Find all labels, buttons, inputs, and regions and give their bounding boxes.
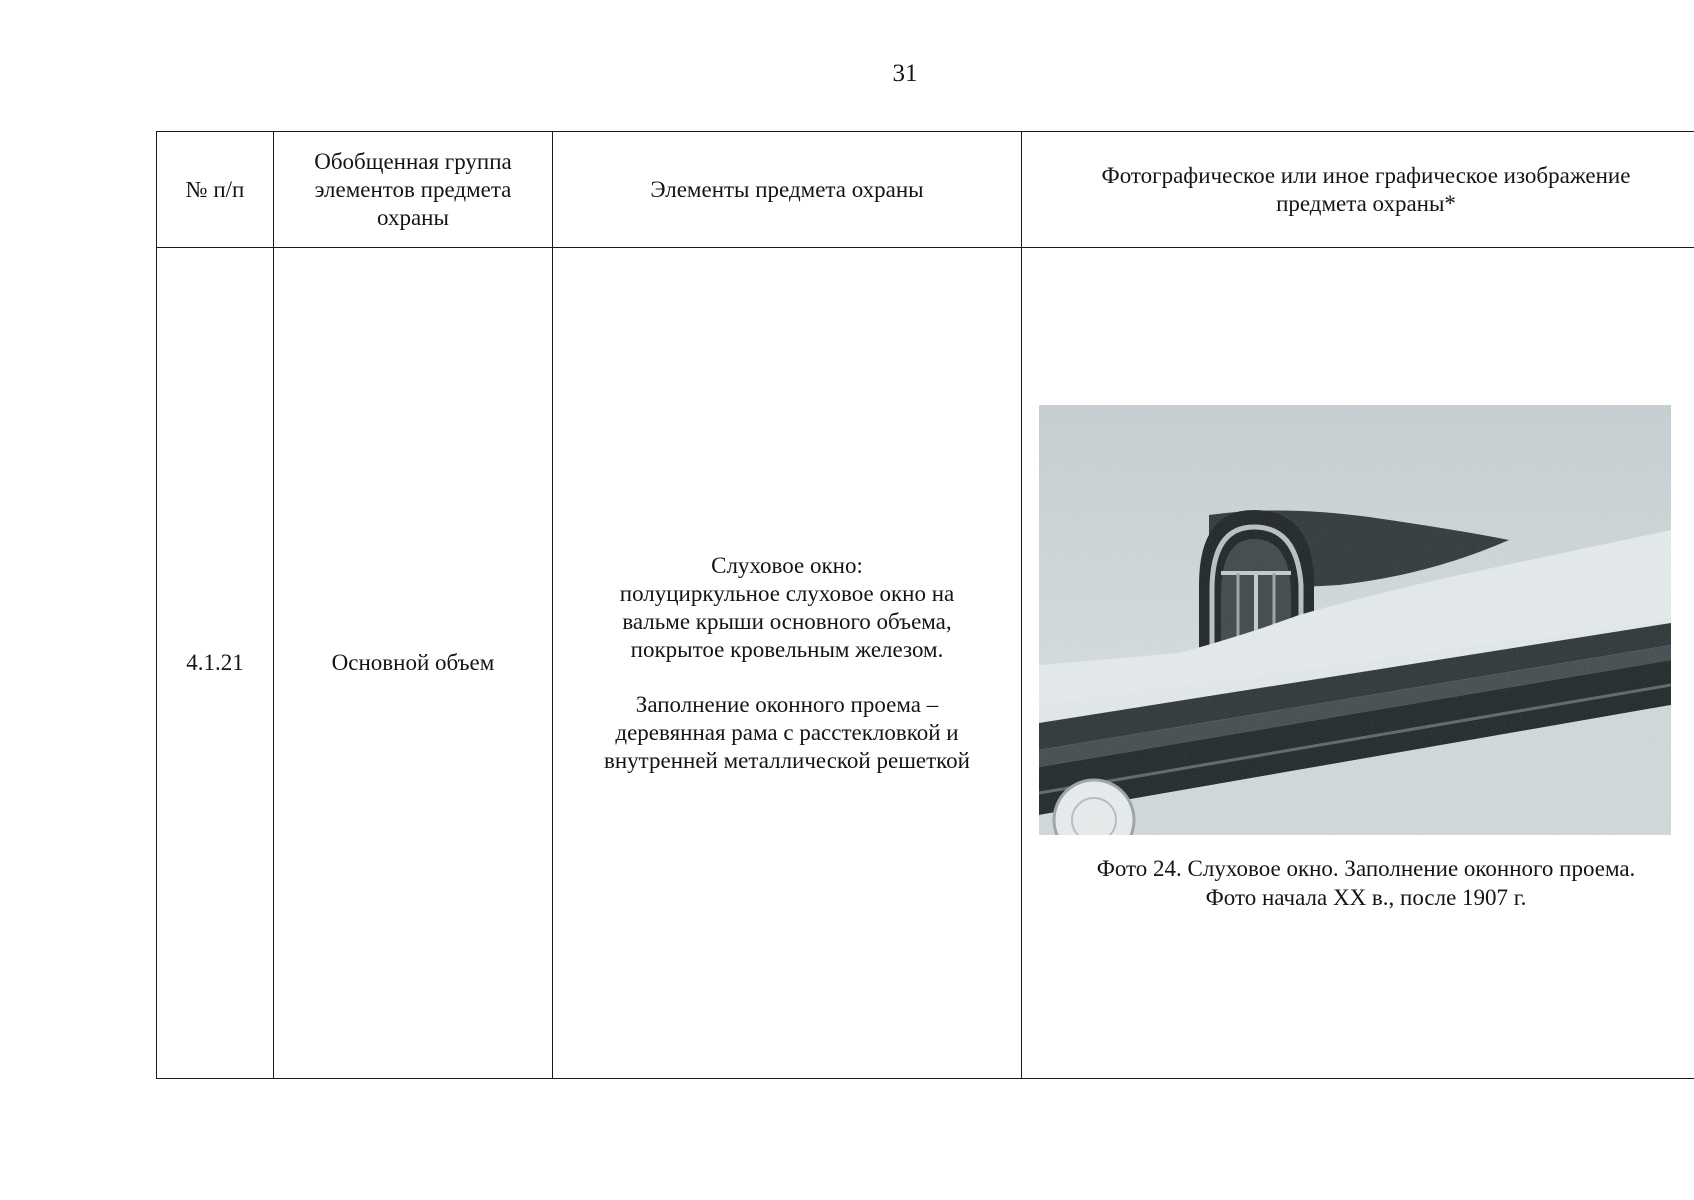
header-group-line: Обобщенная группа	[314, 148, 512, 174]
photo-grain	[1039, 405, 1671, 835]
elements-line: вальме крыши основного объема,	[622, 608, 952, 634]
elements-line: покрытое кровельным железом.	[630, 636, 944, 662]
header-group	[274, 132, 553, 248]
dormer-window-photo	[1039, 405, 1671, 835]
row-group: Основной объем	[274, 248, 553, 1079]
page-number: 31	[892, 60, 918, 87]
header-photo-line: Фотографическое или иное графическое изображение	[1101, 162, 1631, 188]
elements-line: полуциркульное слуховое окно на	[619, 580, 955, 606]
header-group-line: охраны	[377, 204, 449, 230]
row-photo	[1022, 248, 1694, 1079]
header-elements: Элементы предмета охраны	[553, 132, 1022, 248]
dormer-window-illustration	[1039, 405, 1671, 835]
table-row	[157, 248, 1694, 1079]
elements-line: деревянная рама с расстекловкой и	[615, 719, 959, 745]
table-header-row	[157, 132, 1694, 248]
header-num: № п/п	[157, 132, 274, 248]
row-num: 4.1.21	[157, 248, 274, 1079]
elements-line: Заполнение оконного проема –	[635, 691, 939, 717]
header-group-line: элементов предмета	[314, 176, 512, 202]
header-photo-line: предмета охраны*	[1276, 190, 1456, 216]
header-photo	[1022, 132, 1694, 248]
caption-line: Фото 24. Слуховое окно. Заполнение оконного проема.	[1096, 856, 1636, 881]
elements-line: внутренней металлической решеткой	[604, 747, 970, 773]
caption-line: Фото начала XX в., после 1907 г.	[1205, 885, 1527, 910]
protection-elements-table	[156, 131, 1694, 1079]
paragraph-gap	[563, 664, 1011, 691]
photo-caption	[1022, 854, 1694, 912]
row-elements	[553, 248, 1022, 1079]
elements-line: Слуховое окно:	[711, 552, 863, 578]
